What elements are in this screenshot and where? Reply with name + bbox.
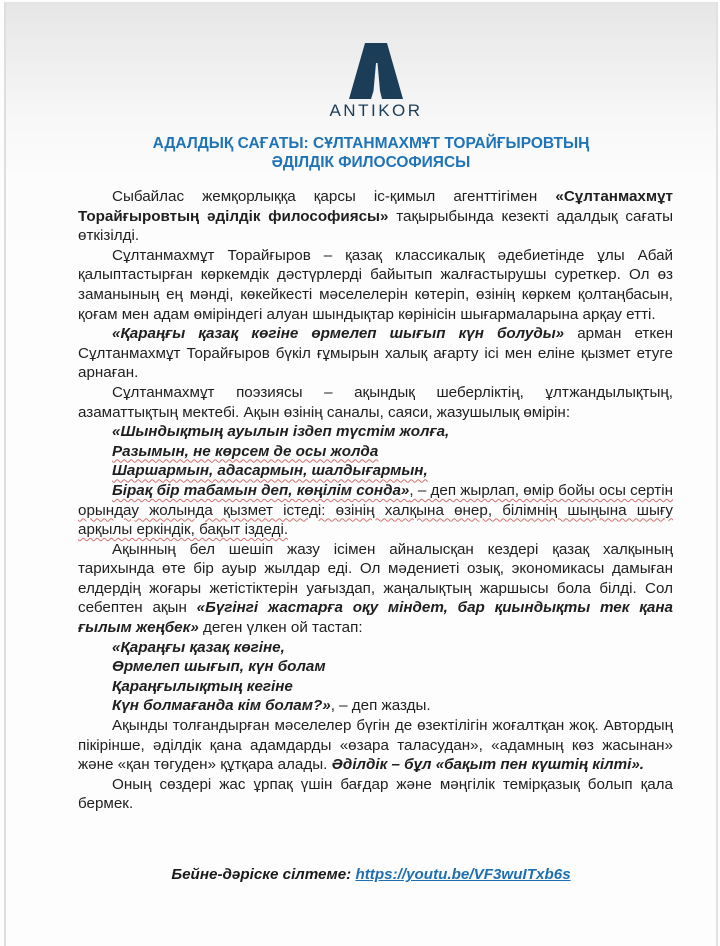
- video-lecture-link[interactable]: https://youtu.be/VF3wuITxb6s: [355, 866, 571, 883]
- verse-1-line-4: Бірақ бір табамын деп, көңілім сонда»: [112, 481, 410, 499]
- verse-2-line-4-text: Күн болмағанда кім болам?»: [112, 697, 331, 715]
- paragraph-7: [78, 716, 673, 775]
- paragraph-6: [78, 540, 673, 638]
- paragraph-1-text: Сыбайлас жемқорлыққа қарсы іс-қимыл агенттігімен: [112, 188, 556, 205]
- document-page: [4, 2, 718, 946]
- paragraph-4: Сұлтанмахмұт поэзиясы – ақындық шеберліктің, ұлтжандылықтың, азаматтықтың мектебі. Ақын өзінің саналы, саяси, жазушылық өмірін:: [78, 383, 673, 421]
- verse-1-line-1: «Шындықтың ауылын іздеп түстім жолға,: [112, 423, 450, 441]
- paragraph-6-text-end: деген үлкен ой тастап:: [198, 619, 363, 637]
- paragraph-7-text: Ақынды толғандырған мәселелер бүгін де өзектілігін жоғалтқан жоқ. Автордың пікірінше, әділдік қана адамдарды «өзара таласудан», «адамның көз жасынан» және «қан төгуден» құтқара алады.: [78, 717, 673, 774]
- paragraph-7-bold-quote: Әділдік – бұл «бақыт пен күштің кілті».: [331, 756, 645, 774]
- verse-2-tail: , – деп жазды.: [330, 697, 431, 715]
- verse-2-line-4: [78, 696, 673, 716]
- paragraph-5: [78, 481, 673, 540]
- paragraph-6-quote: «Бүгінгі жастарға оқу міндет, бар қиындықты тек қана ғылым жеңбек»: [78, 599, 673, 637]
- title-line-2: ӘДІЛДІК ФИЛОСОФИЯСЫ: [271, 154, 471, 171]
- paragraph-8: Оның сөздері жас ұрпақ үшін бағдар және мәңгілік темірқазық болып қала бермек.: [78, 775, 673, 813]
- antikor-logo: [324, 43, 428, 127]
- paragraph-5-text: , – деп жырлап, өмір бойы осы сертін орындау жолында қызмет істеді: өзінің халқына өнер, білімнің шыңына шығу арқылы еркіндік, бақыт іздеді.: [78, 481, 673, 539]
- verse-1-line-3: Шаршармын, адасармын, шалдығармын,: [112, 462, 428, 480]
- paragraph-1-text-end: тақырыбында кезекті адалдық сағаты өткізілді.: [78, 207, 673, 245]
- verse-2-line-1: «Қараңғы қазақ көгіне,: [112, 638, 285, 656]
- antikor-logo-icon: [349, 43, 403, 99]
- paragraph-3: [78, 324, 673, 383]
- title-line-1: АДАЛДЫҚ САҒАТЫ: СҰЛТАНМАХМҰТ ТОРАЙҒЫРОВТЫҢ: [152, 135, 590, 152]
- paragraph-3-text: арман еткен Сұлтанмахмұт Торайғыров бүкіл ғұмырын халық ағарту ісі мен еліне қызмет етуге арнаған.: [78, 325, 673, 382]
- paragraph-2: Сұлтанмахмұт Торайғыров – қазақ классикалық әдебиетінде ұлы Абай қалыптастырған көркемдік дәстүрлерді байытып жалғастырушы суреткер. Ол өз заманының ең мәнді, көкейкесті мәселелерін көтеріп, өзінің көркем қолтаңбасын, қоғам мен адам өміріндегі алуан шындықтар көрінісін шығармаларына арқау етті.: [78, 246, 673, 323]
- page-title: [66, 134, 676, 172]
- paragraph-3-quote: «Қараңғы қазақ көгіне өрмелеп шығып күн болуды»: [112, 325, 565, 343]
- article-body: [78, 187, 673, 814]
- video-lecture-link-line: [66, 866, 676, 883]
- video-lecture-label: Бейне-дәріске сілтеме:: [171, 866, 356, 883]
- logo-text: ANTIKOR: [329, 101, 423, 120]
- verse-2-line-2: Өрмелеп шығып, күн болам: [112, 658, 326, 676]
- paragraph-6-text: Ақынның бел шешіп жазу ісімен айналысқан кездері қазақ халқының тарихында өте бір ауыр жылдар еді. Ол мәдениеті озық, экономикасы дамыған елдердің жоғары жетістіктерін уағыздап, жаңалықтың жаршысы бола білді. Сол себептен ақын: [78, 540, 673, 617]
- paragraph-1-bold-topic: «Сұлтанмахмұт Торайғыровтың әділдік философиясы»: [78, 188, 673, 225]
- paragraph-1: [78, 187, 673, 246]
- verse-1-line-2: Разымын, не көрсем де осы жолда: [112, 442, 379, 460]
- verse-2-line-3: Қараңғылықтың кегіне: [112, 677, 293, 695]
